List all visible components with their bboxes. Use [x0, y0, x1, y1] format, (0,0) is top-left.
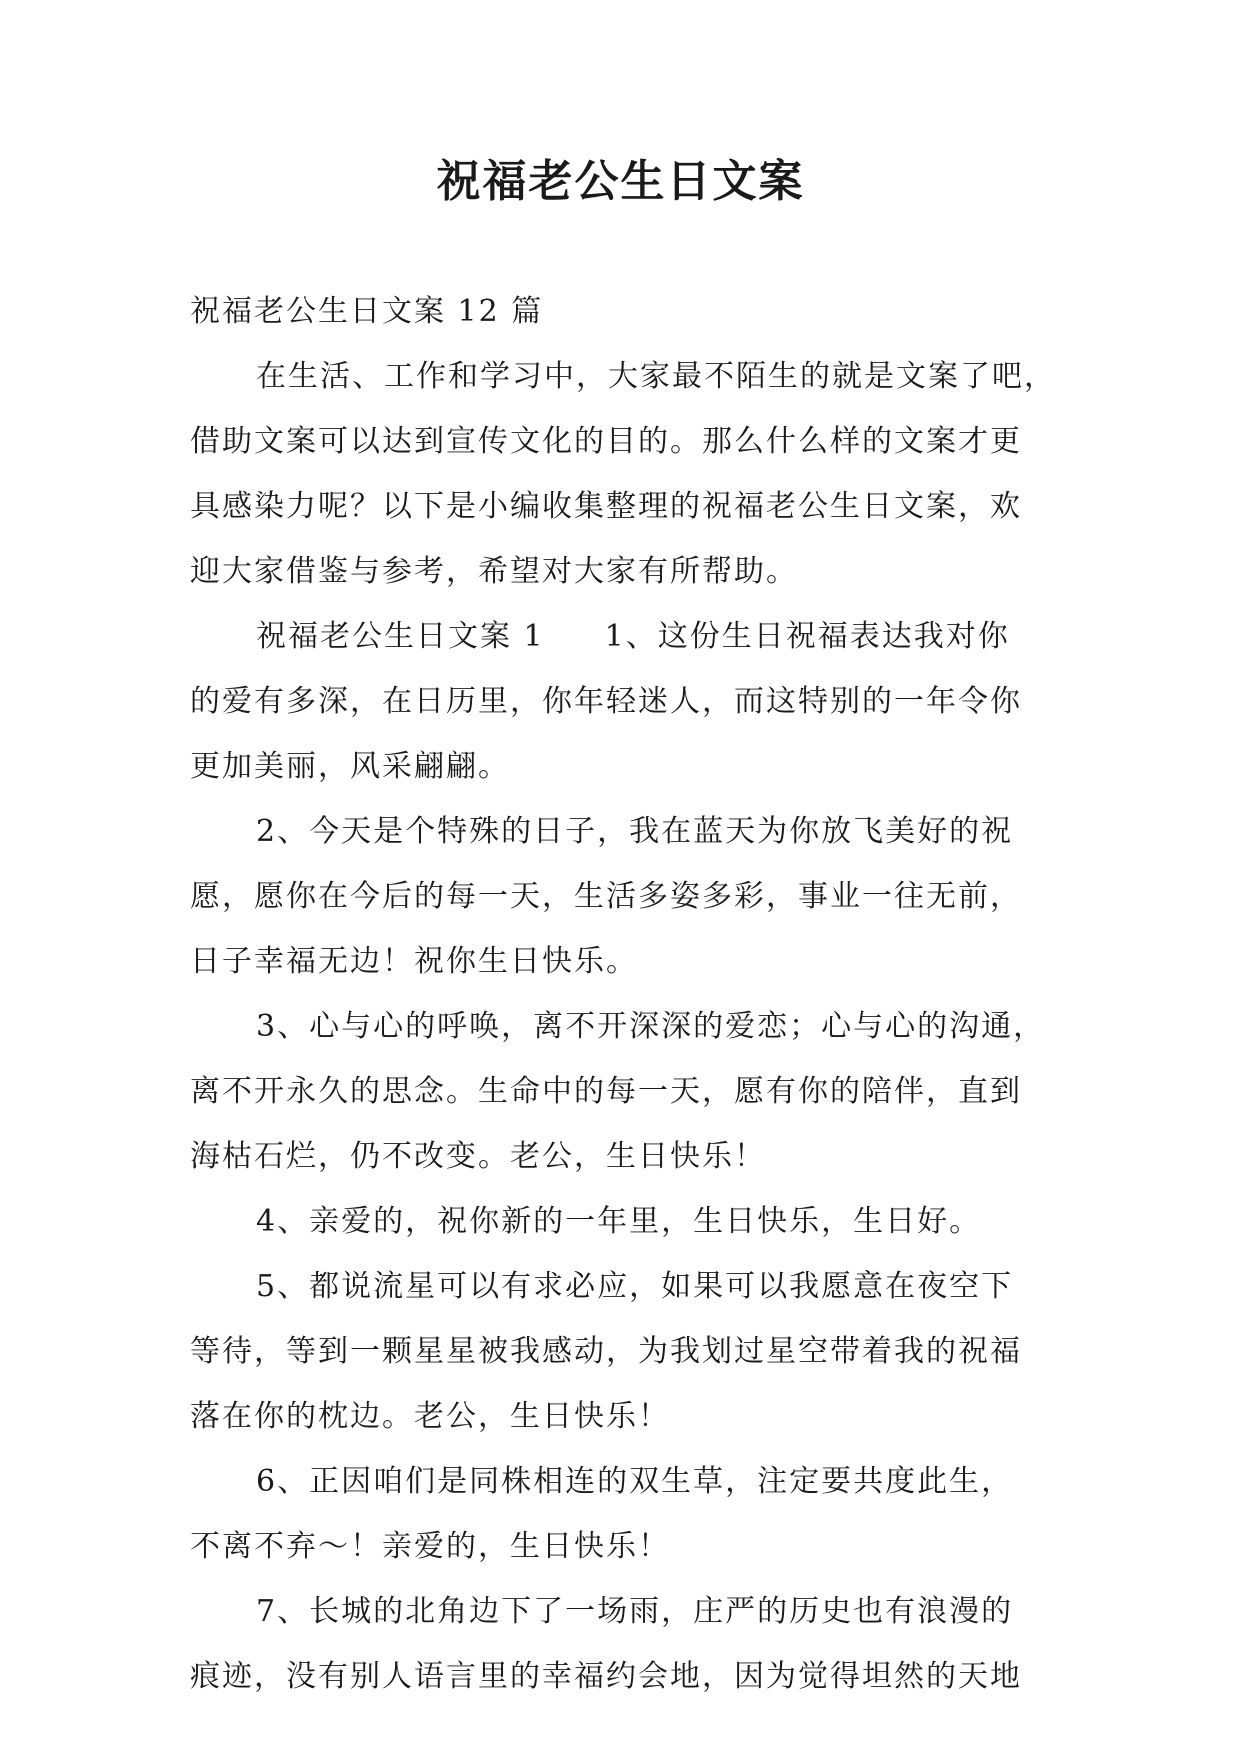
item-7-line: 痕迹，没有别人语言里的幸福约会地，因为觉得坦然的天地: [190, 1659, 1022, 1694]
item-2-line: 日子幸福无边！祝你生日快乐。: [190, 944, 638, 979]
item-2-line: 愿，愿你在今后的每一天，生活多姿多彩，事业一往无前，: [190, 879, 1022, 914]
item-4-line: 4、亲爱的，祝你新的一年里，生日快乐，生日好。: [256, 1204, 982, 1239]
item-2-line: 2、今天是个特殊的日子，我在蓝天为你放飞美好的祝: [256, 814, 1014, 849]
item-3-line: 离不开永久的思念。生命中的每一天，愿有你的陪伴，直到: [190, 1074, 1022, 1109]
item-6-line: 不离不弃～！亲爱的，生日快乐！: [190, 1529, 670, 1564]
document-body: [190, 292, 1060, 1722]
section-heading: 祝福老公生日文案 1: [256, 619, 545, 654]
item-1-line: 更加美丽，风采翩翩。: [190, 749, 510, 784]
subtitle: 祝福老公生日文案 12 篇: [190, 294, 544, 329]
item-1-line: 的爱有多深，在日历里，你年轻迷人，而这特别的一年令你: [190, 684, 1022, 719]
item-5-line: 5、都说流星可以有求必应，如果可以我愿意在夜空下: [256, 1269, 1014, 1304]
section-heading-line: [190, 617, 1060, 682]
item-3-line: 3、心与心的呼唤，离不开深深的爱恋；心与心的沟通，: [256, 1009, 1046, 1044]
intro-line: 迎大家借鉴与参考，希望对大家有所帮助。: [190, 554, 798, 589]
item-5-line: 落在你的枕边。老公，生日快乐！: [190, 1399, 670, 1434]
item-3-line: 海枯石烂，仍不改变。老公，生日快乐！: [190, 1139, 766, 1174]
intro-line: 借助文案可以达到宣传文化的目的。那么什么样的文案才更: [190, 424, 1022, 459]
item-5-line: 等待，等到一颗星星被我感动，为我划过星空带着我的祝福: [190, 1334, 1022, 1369]
intro-line: 具感染力呢？以下是小编收集整理的祝福老公生日文案，欢: [190, 489, 1022, 524]
intro-line: 在生活、工作和学习中，大家最不陌生的就是文案了吧，: [256, 359, 1056, 394]
document-title: 祝福老公生日文案: [436, 156, 805, 207]
item-6-line: 6、正因咱们是同株相连的双生草，注定要共度此生，: [256, 1464, 1014, 1499]
item-7-line: 7、长城的北角边下了一场雨，庄严的历史也有浪漫的: [256, 1594, 1014, 1629]
item-1-start: 1、这份生日祝福表达我对你: [604, 619, 1010, 654]
